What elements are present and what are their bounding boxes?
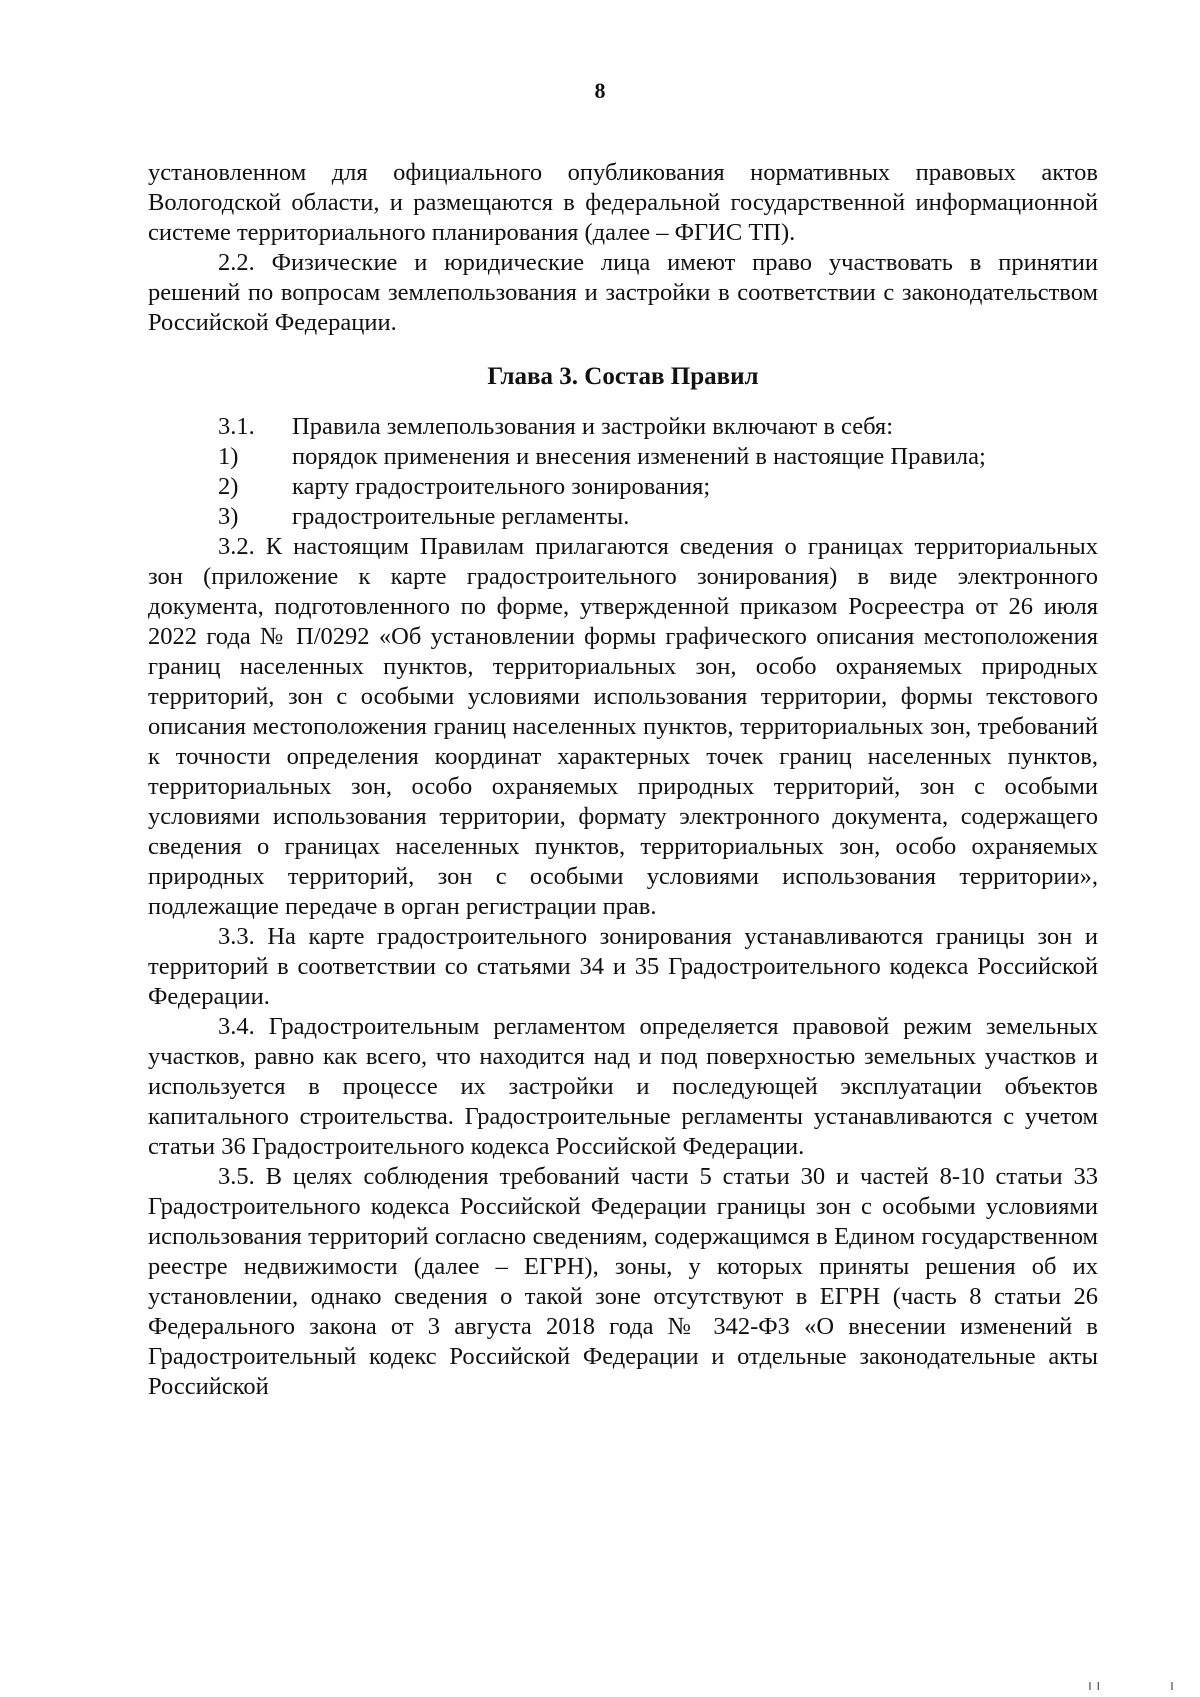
list-item-number: 3)	[218, 503, 239, 530]
list-item	[148, 412, 1098, 442]
list-item-text: Правила землепользования и застройки включают в себя:	[292, 413, 894, 440]
list-item-text: порядок применения и внесения изменений в настоящие Правила;	[292, 443, 986, 470]
paragraph-continuation: установленном для официального опубликования нормативных правовых актов Вологодской области, и размещаются в федеральной государственной информационной системе территориального планирования (далее – ФГИС ТП).	[148, 159, 1098, 246]
paragraph-3-5: 3.5. В целях соблюдения требований части 5 статьи 30 и частей 8-10 статьи 33 Градостроительного кодекса Российской Федерации границы зон с особыми условиями использования территорий согласно сведениям, содержащимся в Едином государственном реестре недвижимости (далее – ЕГРН), зоны, у которых приняты решения об их установлении, однако сведения о такой зоне отсутствуют в ЕГРН (часть 8 статьи 26 Федерального закона от 3 августа 2018 года № 342-ФЗ «О внесении изменений в Градостроительный кодекс Российской Федерации и отдельные законодательные акты Российской	[148, 1163, 1098, 1400]
list-item-number: 1)	[218, 443, 239, 470]
document-body	[148, 158, 1098, 1402]
list-item-number: 3.1.	[218, 413, 255, 440]
scan-edge-mark: ı	[1170, 1678, 1174, 1694]
list-item-text: карту градостроительного зонирования;	[292, 473, 711, 500]
paragraph-3-2: 3.2. К настоящим Правилам прилагаются сведения о границах территориальных зон (приложение к карте градостроительного зонирования) в виде электронного документа, подготовленного по форме, утвержденной приказом Росреестра от 26 июля 2022 года № П/0292 «Об установлении формы графического описания местоположения границ населенных пунктов, территориальных зон, особо охраняемых природных территорий, зон с особыми условиями использования территории, формы текстового описания местоположения границ населенных пунктов, территориальных зон, требований к точности определения координат характерных точек границ населенных пунктов, территориальных зон, особо охраняемых природных территорий, зон с особыми условиями использования территории, формату электронного документа, содержащего сведения о границах населенных пунктов, территориальных зон, особо охраняемых природных территорий, зон с особыми условиями использования территории», подлежащие передаче в орган регистрации прав.	[148, 533, 1098, 920]
list-item-text: градостроительные регламенты.	[292, 503, 630, 530]
paragraph-3-4: 3.4. Градостроительным регламентом определяется правовой режим земельных участков, равно как всего, что находится над и под поверхностью земельных участков и используется в процессе их застройки и последующей эксплуатации объектов капитального строительства. Градостроительные регламенты устанавливаются с учетом статьи 36 Градостроительного кодекса Российской Федерации.	[148, 1013, 1098, 1160]
page-number: 8	[594, 78, 606, 103]
list-item-number: 2)	[218, 473, 239, 500]
paragraph-2-2: 2.2. Физические и юридические лица имеют право участвовать в принятии решений по вопросам землепользования и застройки в соответствии с законодательством Российской Федерации.	[148, 249, 1098, 336]
composition-list	[148, 412, 1098, 532]
paragraph-3-3: 3.3. На карте градостроительного зонирования устанавливаются границы зон и территорий в соответствии со статьями 34 и 35 Градостроительного кодекса Российской Федерации.	[148, 923, 1098, 1010]
list-item	[148, 472, 1098, 502]
list-item	[148, 502, 1098, 532]
list-item	[148, 442, 1098, 472]
scan-edge-mark: ı ı	[1088, 1678, 1101, 1694]
chapter-heading: Глава 3. Состав Правил	[487, 363, 759, 390]
